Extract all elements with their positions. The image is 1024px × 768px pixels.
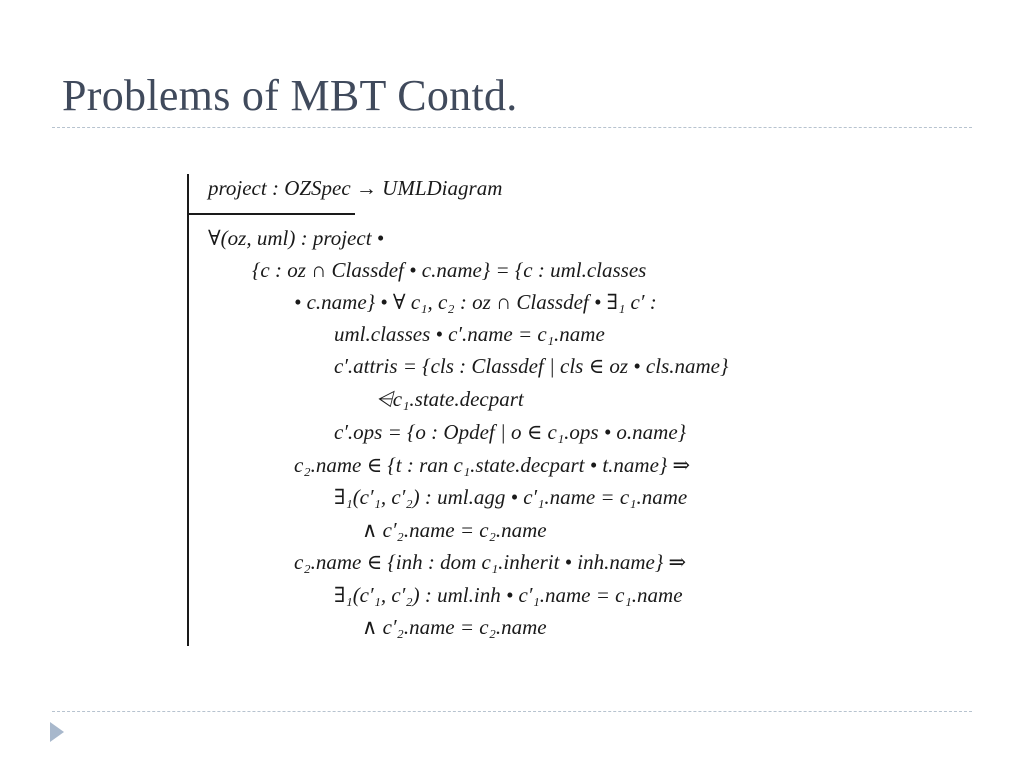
- predicate-line: ∃₁(c′₁, c′₂) : uml.agg • c′₁.name = c₁.name: [334, 485, 688, 509]
- predicate-line: c₂.name ∈ {t : ran c₁.state.decpart • t.name} ⇒: [294, 453, 691, 477]
- predicate-line: {c : oz ∩ Classdef • c.name} = {c : uml.classes: [252, 258, 647, 282]
- predicate-line: c₂.name ∈ {inh : dom c₁.inherit • inh.name} ⇒: [294, 550, 687, 574]
- predicate-line: ∧ c′₂.name = c₂.name: [362, 518, 547, 542]
- predicate-line: ∃₁(c′₁, c′₂) : uml.inh • c′₁.name = c₁.name: [334, 583, 683, 607]
- footer-divider: [52, 711, 972, 712]
- title-divider: [52, 127, 972, 128]
- predicate-line: ⩤c₁.state.decpart: [376, 387, 524, 411]
- predicate-line: c′.ops = {o : Opdef | o ∈ c₁.ops • o.name}: [334, 420, 687, 444]
- predicate-line: • c.name} • ∀ c₁, c₂ : oz ∩ Classdef • ∃₁ c′ :: [294, 290, 657, 314]
- predicate-line: ∀(oz, uml) : project •: [208, 226, 385, 250]
- schema-divider-bar: [187, 213, 355, 215]
- z-schema-box: [186, 168, 806, 646]
- triangle-bullet-icon: [50, 722, 64, 742]
- predicate-line: ∧ c′₂.name = c₂.name: [362, 615, 547, 639]
- schema-left-bar: [187, 174, 189, 646]
- predicate-line: c′.attris = {cls : Classdef | cls ∈ oz • cls.name}: [334, 354, 729, 378]
- predicate-line: uml.classes • c′.name = c₁.name: [334, 322, 605, 346]
- schema-signature: project : OZSpec → UMLDiagram: [208, 176, 503, 200]
- slide-title: Problems of MBT Contd.: [62, 71, 518, 120]
